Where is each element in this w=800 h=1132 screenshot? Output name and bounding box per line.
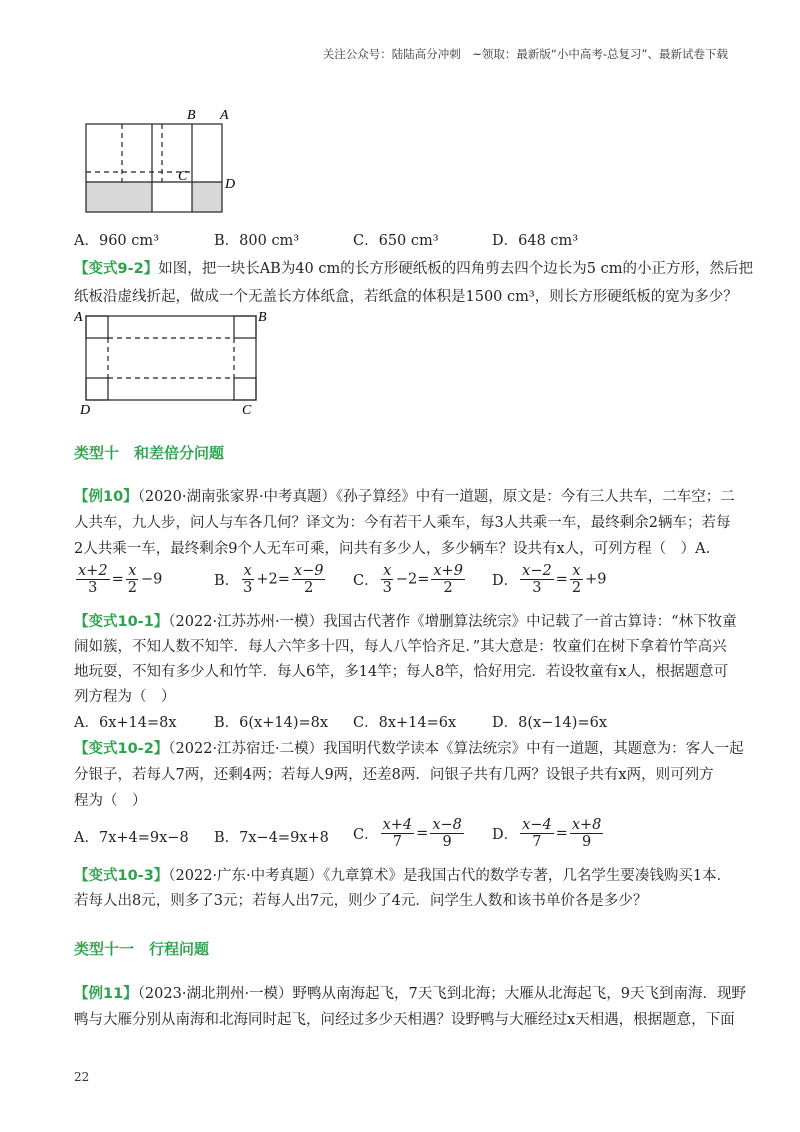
ex10-line2: 人共车，九人步，问人与车各几何？译文为：今有若干人乘车，每3人共乘一车，最终剩余2辆车；若每: [74, 515, 731, 531]
ex10-line1: 【例10】（2020·湖南张家界·中考真题）《孙子算经》中有一道题，原文是：今有三人共车，二车空；二: [74, 489, 735, 505]
label-A: A: [220, 108, 229, 123]
shaded-region-left: [86, 182, 152, 212]
ex11-tag: 【例11】: [74, 986, 138, 1002]
folding-figure-2: [74, 308, 274, 418]
v101-option-c: C．8x+14=6x: [353, 715, 457, 731]
label-D: D: [80, 403, 91, 418]
v102-option-c: C． $\frac{x+4}{7}$ = $\frac{x-8}{9}$: [353, 817, 462, 850]
v102-tag: 【变式10-2】: [74, 741, 169, 757]
ex11-line2: 鸭与大雁分别从南海和北海同时起飞，问经过多少天相遇？设野鸭与大雁经过x天相遇，根据题意，下面: [74, 1012, 735, 1028]
option-c: C．650 cm³: [353, 233, 439, 249]
section-title-10: 类型十 和差倍分问题: [74, 444, 225, 462]
v103-line2: 若每人出8元，则多了3元；若每人出7元，则少了4元．问学生人数和该书单价各是多少？: [74, 893, 648, 909]
v92-line1: 【变式9-2】如图，把一块长AB为40 cm的长方形硬纸板的四角剪去四个边长为5 cm的小正方形，然后把: [74, 261, 753, 277]
v102-option-d: D． $\frac{x-4}{7}$ = $\frac{x+8}{9}$: [492, 817, 602, 850]
option-a: A．960 cm³: [74, 233, 159, 249]
v101-option-b: B．6(x+14)=8x: [214, 715, 329, 731]
option-b: B．800 cm³: [214, 233, 300, 249]
v101-line1: 【变式10-1】（2022·江苏苏州·一模）我国古代著作《增删算法统宗》中记载了一首古算诗：“林下牧童: [74, 614, 737, 630]
v102-line1: 【变式10-2】（2022·江苏宿迁·二模）我国明代数学读本《算法统宗》中有一道题，其题意为：客人一起: [74, 741, 744, 757]
v101-line4: 列方程为（ ）: [74, 689, 176, 705]
v101-option-d: D．8(x−14)=6x: [492, 715, 607, 731]
page-number: 22: [74, 1070, 90, 1084]
ex10-line3: 2人共乘一车，最终剩余9个人无车可乘，问共有多少人，多少辆车？设共有x人，可列方程（ ）A.: [74, 541, 711, 557]
v92-line2: 纸板沿虚线折起，做成一个无盖长方体纸盒，若纸盒的体积是1500 cm³，则长方形硬纸板的宽为多少？: [74, 289, 738, 305]
v92-tag: 【变式9-2】: [74, 261, 159, 277]
ex11-line1: 【例11】（2023·湖北荆州·一模）野鸭从南海起飞，7天飞到北海；大雁从北海起飞，9天飞到南海．现野: [74, 986, 747, 1002]
v102-line3: 程为（ ）: [74, 793, 147, 809]
label-C: C: [242, 403, 252, 418]
cardboard-rect: [86, 316, 256, 400]
v101-option-a: A．6x+14=8x: [74, 715, 177, 731]
label-B: B: [258, 310, 267, 325]
q91-options: [74, 231, 724, 251]
folding-figure-1: [74, 100, 254, 220]
v102-options: [74, 817, 724, 853]
ex10-option-b: B． $\frac{x}{3}$ +2= $\frac{x-9}{2}$: [214, 563, 324, 596]
v102-option-b: B．7x−4=9x+8: [214, 830, 329, 846]
shaded-region-right: [192, 182, 222, 212]
page-header: 关注公众号：陆陆高分冲刺 ~领取：最新版“小中高考-总复习”、最新试卷下载: [322, 47, 728, 61]
v101-line2: 闹如簇，不知人数不知竿．每人六竿多十四，每人八竿恰齐足．”其大意是：牧童们在树下拿着竹竿高兴: [74, 639, 727, 655]
v102-option-a: A．7x+4=9x−8: [74, 830, 189, 846]
ex10-options: [74, 563, 724, 599]
v102-line2: 分银子，若每人7两，还剩4两；若每人9两，还差8两．问银子共有几两？设银子共有x两，则可列方: [74, 767, 714, 783]
v101-options: [74, 713, 724, 733]
v101-line3: 地玩耍，不知有多少人和竹竿．每人6竿，多14竿；每人8竿，恰好用完．若设牧童有x人，根据题意可: [74, 664, 729, 680]
v103-line1: 【变式10-3】（2022·广东·中考真题）《九章算术》是我国古代的数学专著，几名学生要凑钱购买1本．: [74, 868, 732, 884]
ex10-option-a: $\frac{x+2}{3}$ = $\frac{x}{2}$ −9: [78, 563, 163, 596]
label-B: B: [187, 108, 196, 123]
label-A: A: [74, 310, 83, 325]
ex10-option-c: C． $\frac{x}{3}$ −2= $\frac{x+9}{2}$: [353, 563, 463, 596]
label-C: C: [178, 169, 188, 184]
label-D: D: [225, 177, 236, 192]
v101-tag: 【变式10-1】: [74, 614, 169, 630]
option-d: D．648 cm³: [492, 233, 579, 249]
section-title-11: 类型十一 行程问题: [74, 940, 210, 958]
ex10-option-d: D． $\frac{x-2}{3}$ = $\frac{x}{2}$ +9: [492, 563, 607, 596]
v103-tag: 【变式10-3】: [74, 868, 169, 884]
ex10-tag: 【例10】: [74, 489, 138, 505]
